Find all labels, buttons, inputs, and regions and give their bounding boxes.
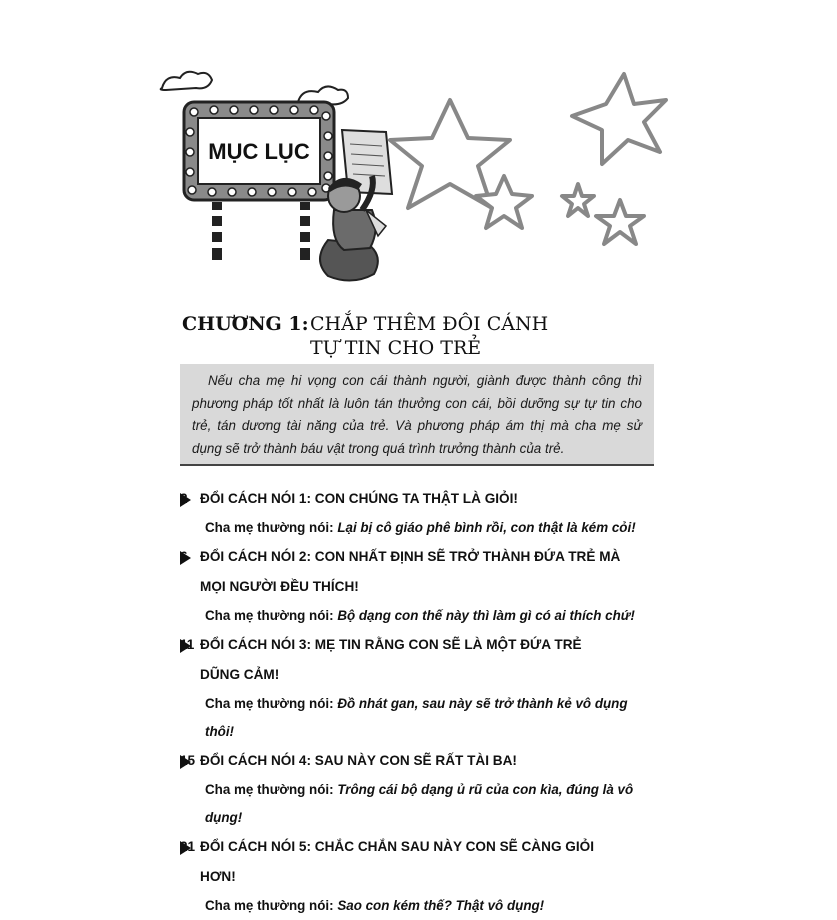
chapter-title-line1: CHẮP THÊM ĐÔI CÁNH xyxy=(310,313,549,335)
quote-text: Lại bị cô giáo phê bình rồi, con thật là kém cỏi! xyxy=(337,520,636,535)
quote-label: Cha mẹ thường nói: xyxy=(205,520,334,535)
toc-entry-title: ĐỔI CÁCH NÓI 5: CHẮC CHẮN SAU NÀY CON SẼ CÀNG GIỎI HƠN! xyxy=(200,839,594,884)
toc-page-number: 15 xyxy=(180,753,196,768)
toc-entry-title: ĐỔI CÁCH NÓI 3: MẸ TIN RẰNG CON SẼ LÀ MỘT ĐỨA TRẺ DŨNG CẢM! xyxy=(200,637,582,682)
star-icon xyxy=(572,74,666,164)
chapter-intro-box xyxy=(180,364,654,466)
toc-entry-heading xyxy=(180,542,658,602)
table-of-contents-illustration xyxy=(150,60,690,290)
toc-entry-quote xyxy=(180,892,658,920)
chapter-heading xyxy=(182,312,548,360)
toc-entry xyxy=(180,484,658,542)
toc-page-number: 21 xyxy=(180,839,196,854)
toc-page-number: 11 xyxy=(180,637,195,652)
toc-entry-title: ĐỔI CÁCH NÓI 2: CON NHẤT ĐỊNH SẼ TRỞ THÀNH ĐỨA TRẺ MÀ xyxy=(200,549,621,564)
quote-text: Bộ dạng con thế này thì làm gì có ai thích chứ! xyxy=(337,608,635,623)
toc-entry-quote xyxy=(180,690,658,746)
star-icon xyxy=(562,184,594,216)
toc-page-number: 6 xyxy=(180,549,188,564)
toc-entry-title-line2: MỌI NGƯỜI ĐỀU THÍCH! xyxy=(200,579,359,594)
toc-page-number: 2 xyxy=(180,491,188,506)
toc-entry xyxy=(180,542,658,630)
toc-entry xyxy=(180,630,658,746)
toc-entry-heading xyxy=(180,832,658,892)
toc-entry-quote xyxy=(180,602,658,630)
star-icon xyxy=(596,200,644,244)
toc-entry-title: ĐỔI CÁCH NÓI 4: SAU NÀY CON SẼ RẤT TÀI BA! xyxy=(200,753,517,768)
quote-text: Đồ nhát gan, sau này sẽ trở thành kẻ vô dụng thôi! xyxy=(205,696,628,739)
quote-text: Trông cái bộ dạng ủ rũ của con kìa, đúng là vô dụng! xyxy=(205,782,634,825)
toc-entry-heading xyxy=(180,630,658,690)
toc-entry xyxy=(180,746,658,832)
toc-entry-heading xyxy=(180,484,658,514)
toc-list xyxy=(180,484,658,920)
quote-label: Cha mẹ thường nói: xyxy=(205,782,334,797)
cloud-icon xyxy=(161,72,212,90)
toc-entry-quote xyxy=(180,514,658,542)
quote-label: Cha mẹ thường nói: xyxy=(205,898,334,913)
chapter-title-line2: TỰ TIN CHO TRẺ xyxy=(310,337,482,359)
sign-board xyxy=(184,102,334,260)
chapter-intro-text: Nếu cha mẹ hi vọng con cái thành người, giành được thành công thì phương pháp tốt nhất là luôn tán thưởng con cái, bồi dưỡng sự tự tin cho trẻ, tán dương tài năng của trẻ. Và phương pháp ám thị mà cha mẹ sử dụng sẽ trở thành báu vật trong quá trình trưởng thành của trẻ. xyxy=(192,373,642,456)
intro-divider xyxy=(180,464,654,466)
star-icon xyxy=(390,100,510,208)
quote-label: Cha mẹ thường nói: xyxy=(205,608,334,623)
quote-text: Sao con kém thế? Thật vô dụng! xyxy=(337,898,545,913)
toc-entry-title: ĐỔI CÁCH NÓI 1: CON CHÚNG TA THẬT LÀ GIỎI! xyxy=(200,491,518,506)
toc-entry xyxy=(180,832,658,920)
toc-entry-quote xyxy=(180,776,658,832)
chapter-number: CHƯƠNG 1: xyxy=(182,313,309,335)
toc-entry-heading xyxy=(180,746,658,776)
sign-text: MỤC LỤC xyxy=(208,139,310,164)
quote-label: Cha mẹ thường nói: xyxy=(205,696,334,711)
